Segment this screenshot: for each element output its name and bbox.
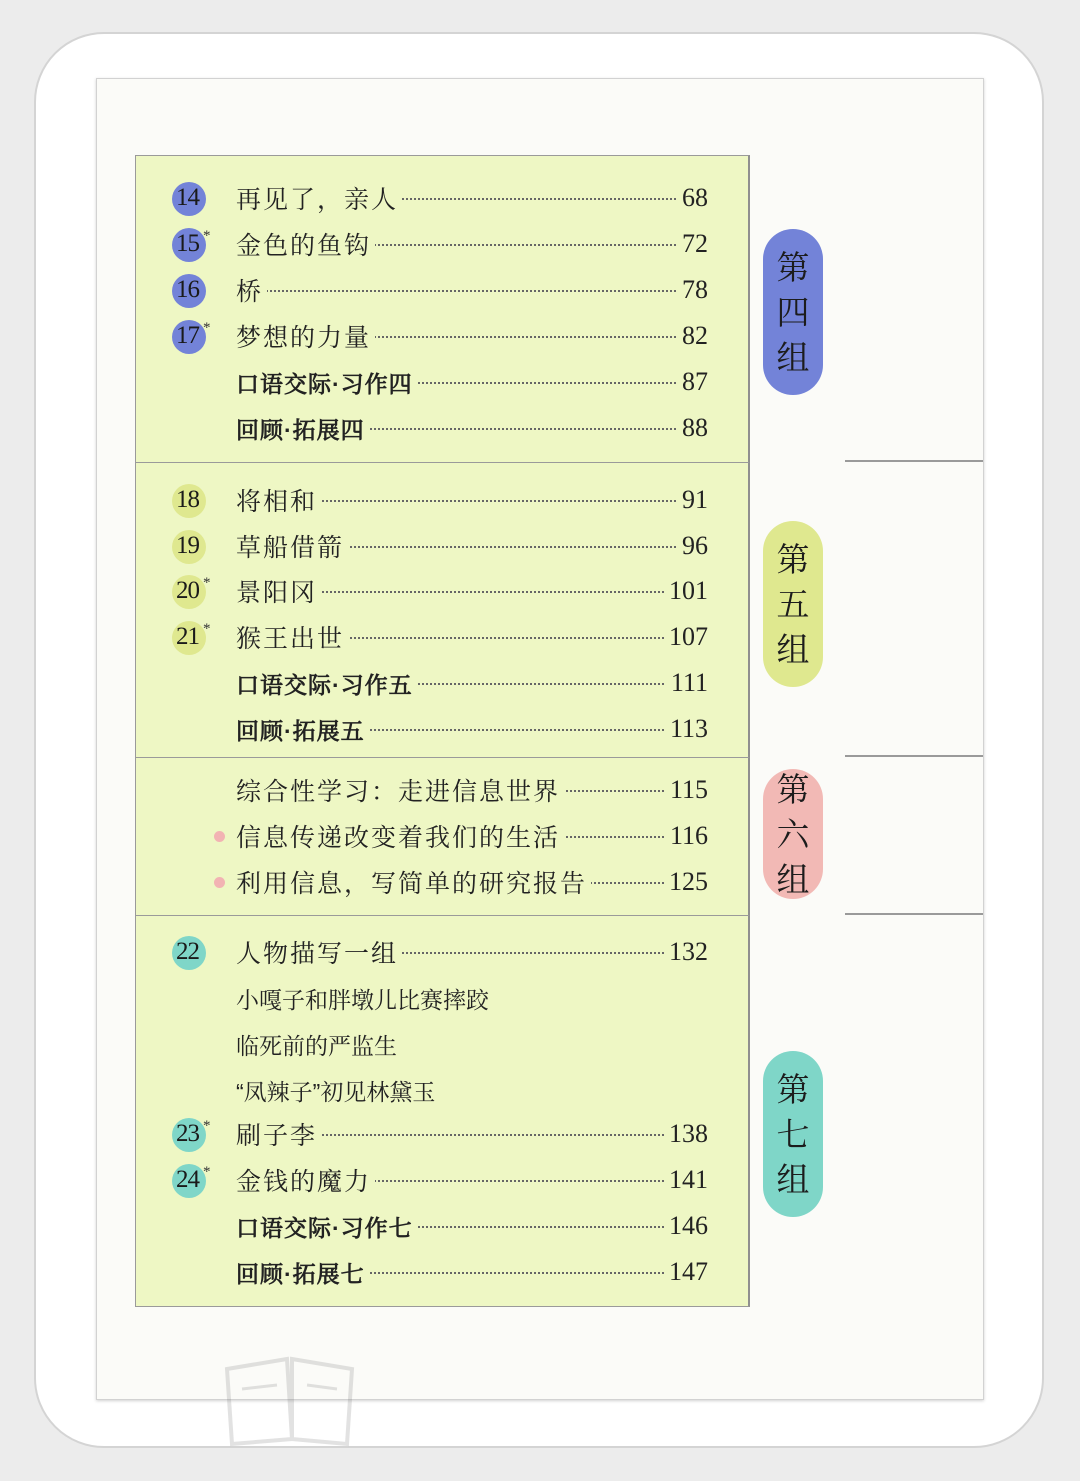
- toc-panel: [135, 915, 750, 1307]
- entry-title: 刷子李: [236, 1116, 321, 1152]
- lesson-number: [172, 484, 210, 516]
- toc-subentry: [136, 976, 748, 1020]
- group-tab-char: 第: [776, 247, 810, 287]
- subentry-title: 临死前的严监生: [236, 1032, 397, 1059]
- page-number: 107: [669, 622, 708, 651]
- page-number: 115: [669, 775, 708, 804]
- toc-entry[interactable]: [136, 661, 748, 705]
- toc-entry[interactable]: [136, 478, 748, 522]
- page-number: 68: [682, 183, 708, 212]
- lesson-number: [172, 228, 210, 260]
- group-tab-char: 四: [776, 292, 810, 332]
- lesson-number-text: 15: [176, 230, 199, 257]
- entry-title: 金钱的魔力: [236, 1162, 375, 1198]
- entry-title: 景阳冈: [236, 573, 321, 609]
- toc-panel: [135, 757, 750, 916]
- group-tab-char: 组: [776, 337, 810, 377]
- group-tab-char: 组: [776, 859, 810, 899]
- toc-subentry: [136, 1068, 748, 1112]
- group-separator: [845, 913, 983, 915]
- entry-title: 再见了，亲人: [236, 180, 402, 216]
- subentry-title: 小嘎子和胖墩儿比赛摔跤: [236, 986, 489, 1013]
- lesson-number: [172, 621, 210, 653]
- lesson-number-text: 14: [176, 184, 199, 211]
- lesson-number: [172, 1118, 210, 1150]
- lesson-number: [172, 575, 210, 607]
- group-tab-char: 组: [776, 629, 810, 669]
- group-tab-char: 组: [776, 1159, 810, 1199]
- toc-entry[interactable]: [136, 1250, 748, 1294]
- toc-entry[interactable]: [136, 930, 748, 974]
- library-stamp-logo: [217, 1349, 367, 1449]
- toc-panel: [135, 462, 750, 758]
- toc-entry[interactable]: [136, 860, 748, 904]
- group-tab-char: 六: [776, 814, 810, 854]
- toc-entry[interactable]: [136, 707, 748, 751]
- toc-entry[interactable]: [136, 314, 748, 358]
- entry-title: 梦想的力量: [236, 318, 375, 354]
- entry-title: 口语交际·习作七: [236, 1210, 417, 1243]
- toc-entry[interactable]: [136, 814, 748, 858]
- toc-entry[interactable]: [136, 615, 748, 659]
- toc-entry[interactable]: [136, 222, 748, 266]
- entry-title: 金色的鱼钩: [236, 226, 375, 262]
- toc-entry[interactable]: [136, 1204, 748, 1248]
- group-tab-char: 第: [776, 769, 810, 809]
- lesson-number-text: 22: [176, 938, 199, 965]
- bullet-dot-icon: [214, 831, 225, 842]
- lesson-number: [172, 182, 210, 214]
- entry-title: 将相和: [236, 482, 321, 518]
- entry-title: 口语交际·习作五: [236, 667, 417, 700]
- lesson-number-text: 21: [176, 623, 199, 650]
- lesson-number: [172, 936, 210, 968]
- lesson-number-text: 18: [176, 486, 199, 513]
- entry-title: 回顾·拓展五: [236, 713, 369, 746]
- page-number: 147: [669, 1257, 708, 1286]
- group-tab[interactable]: [763, 769, 823, 899]
- group-tab-char: 五: [776, 584, 810, 624]
- page-number: 101: [669, 576, 708, 605]
- entry-title: 口语交际·习作四: [236, 366, 417, 399]
- toc-entry[interactable]: [136, 176, 748, 220]
- subentry-title: “凤辣子”初见林黛玉: [236, 1078, 436, 1105]
- page-number: 146: [669, 1211, 708, 1240]
- entry-title: 综合性学习：走进信息世界: [236, 772, 564, 808]
- page-number: 72: [682, 229, 708, 258]
- lesson-number-text: 24: [176, 1166, 199, 1193]
- group-separator: [845, 755, 983, 757]
- toc-page: [96, 78, 984, 1400]
- page-number: 113: [669, 714, 708, 743]
- page-number: 125: [669, 867, 708, 896]
- entry-title: 回顾·拓展七: [236, 1256, 369, 1289]
- lesson-number-text: 19: [176, 532, 199, 559]
- lesson-number: [172, 1164, 210, 1196]
- lesson-number: [172, 320, 210, 352]
- lesson-number-text: 23: [176, 1120, 199, 1147]
- page-number: 138: [669, 1119, 708, 1148]
- group-separator: [845, 460, 983, 462]
- toc-subentry: [136, 1022, 748, 1066]
- entry-title: 草船借箭: [236, 528, 348, 564]
- lesson-number-text: 17: [176, 322, 199, 349]
- optional-star-icon: *: [203, 1164, 211, 1180]
- entry-title: 猴王出世: [236, 619, 348, 655]
- bullet-dot-icon: [214, 877, 225, 888]
- toc-panel: [135, 155, 750, 463]
- toc-entry[interactable]: [136, 524, 748, 568]
- group-tab[interactable]: [763, 521, 823, 687]
- lesson-number-text: 16: [176, 276, 199, 303]
- page-number: 96: [682, 531, 708, 560]
- entry-title: 信息传递改变着我们的生活: [236, 818, 564, 854]
- page-number: 116: [669, 821, 708, 850]
- page-number: 87: [682, 367, 708, 396]
- group-tab-char: 第: [776, 1069, 810, 1109]
- toc-entry[interactable]: [136, 1112, 748, 1156]
- page-number: 88: [682, 413, 708, 442]
- optional-star-icon: *: [203, 1118, 211, 1134]
- toc-entry[interactable]: [136, 268, 748, 312]
- page-number: 111: [670, 668, 708, 697]
- toc-entry[interactable]: [136, 406, 748, 450]
- lesson-number-text: 20: [176, 577, 199, 604]
- dot-leader: [246, 290, 676, 292]
- entry-title: 回顾·拓展四: [236, 412, 369, 445]
- group-tab[interactable]: [763, 229, 823, 395]
- page-number: 78: [682, 275, 708, 304]
- toc-entry[interactable]: [136, 569, 748, 613]
- page-number: 91: [682, 485, 708, 514]
- entry-title: 桥: [236, 272, 267, 308]
- page-number: 82: [682, 321, 708, 350]
- entry-title: 人物描写一组: [236, 934, 402, 970]
- toc-entry[interactable]: [136, 1158, 748, 1202]
- lesson-number: [172, 530, 210, 562]
- group-tab[interactable]: [763, 1051, 823, 1217]
- optional-star-icon: *: [203, 228, 211, 244]
- entry-title: 利用信息，写简单的研究报告: [236, 864, 591, 900]
- optional-star-icon: *: [203, 621, 211, 637]
- optional-star-icon: *: [203, 320, 211, 336]
- lesson-number: [172, 274, 210, 306]
- group-tab-char: 七: [776, 1114, 810, 1154]
- toc-entry[interactable]: [136, 360, 748, 404]
- toc-entry[interactable]: [136, 768, 748, 812]
- page-number: 141: [669, 1165, 708, 1194]
- page-number: 132: [669, 937, 708, 966]
- group-tab-char: 第: [776, 539, 810, 579]
- optional-star-icon: *: [203, 575, 211, 591]
